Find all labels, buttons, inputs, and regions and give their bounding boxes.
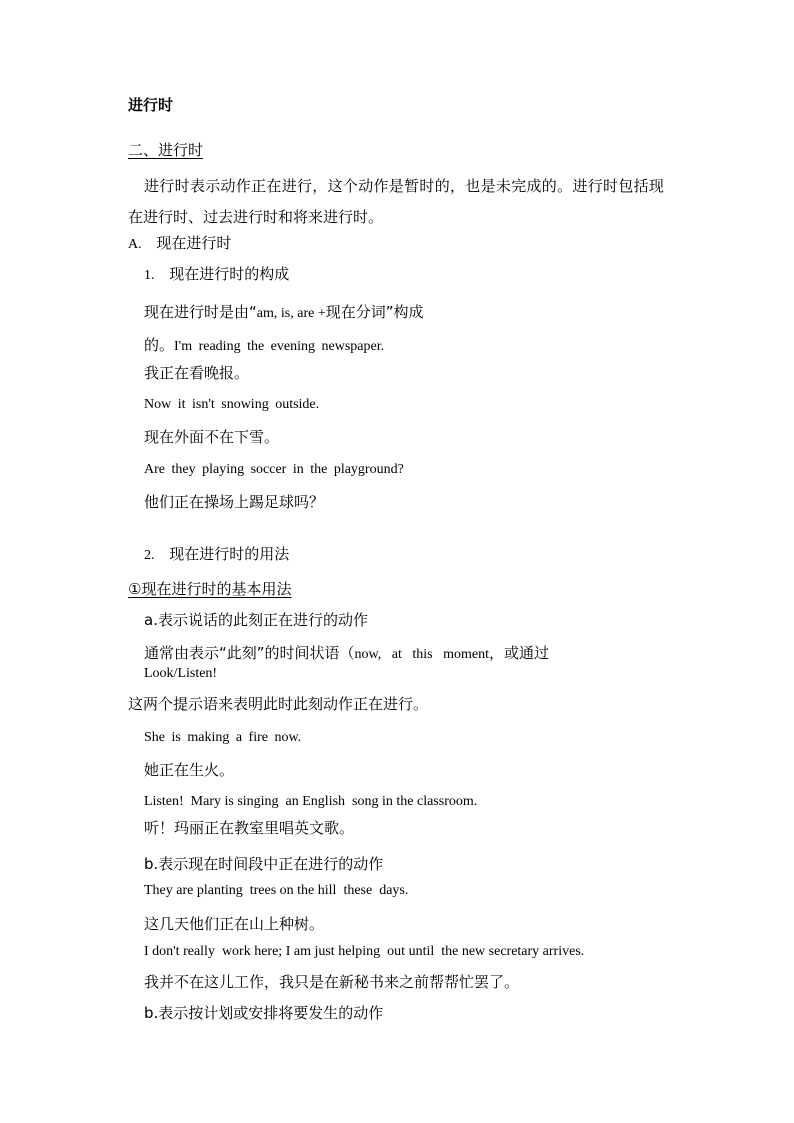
example-1-lead: 的。 [144, 336, 175, 354]
formation-formula-cn: 现在分词 [325, 303, 386, 321]
example-7-english: I don't really work here; I am just helping out until the new secretary arrives. [144, 944, 585, 959]
example-2-english: Now it isn't snowing outside. [144, 397, 320, 412]
example-6-english: They are planting trees on the hill these days. [144, 883, 409, 898]
example-2-chinese: 现在外面不在下雪。 [144, 428, 280, 446]
item-1-number: 1. [144, 268, 155, 283]
part-a-label: 现在进行时 [156, 234, 232, 252]
example-1-english: I'm reading the evening newspaper. [174, 339, 385, 354]
formation-suffix: 构成 [393, 303, 424, 321]
usage-a-description [144, 646, 549, 662]
example-5-english: Listen! Mary is singing an English song in the classroom. [144, 794, 478, 809]
usage-a-desc-prefix: 通常由表示“此刻”的时间状语（ [144, 644, 355, 662]
formation-rule [144, 305, 424, 321]
example-3-chinese: 他们正在操场上踢足球吗？ [144, 493, 325, 511]
part-a-marker: A. [128, 237, 142, 252]
intro-line-2: 在进行时、过去进行时和将来进行时。 [128, 208, 384, 226]
example-5-chinese: 听！玛丽正在教室里唱英文歌。 [144, 819, 355, 837]
item-1-label: 现在进行时的构成 [169, 265, 290, 283]
formation-open-quote: “ [249, 303, 257, 321]
example-1-chinese: 我正在看晚报。 [144, 364, 250, 382]
item-2-heading [144, 547, 289, 563]
example-7-chinese: 我并不在这儿工作，我只是在新秘书来之前帮帮忙罢了。 [144, 973, 520, 991]
example-4-chinese: 她正在生火。 [144, 761, 235, 779]
formation-formula: am, is, are + [256, 306, 326, 321]
formation-prefix: 现在进行时是由 [144, 303, 250, 321]
usage-a-desc-line-2: Look/Listen! [144, 666, 218, 681]
document-title: 进行时 [128, 96, 174, 114]
usage-a-desc-line-3: 这两个提示语来表明此时此刻动作正在进行。 [128, 695, 429, 713]
item-2-label: 现在进行时的用法 [169, 545, 290, 563]
item-2-number: 2. [144, 548, 155, 563]
usage-a-desc-suffix: ，或通过 [488, 644, 549, 662]
section-heading: 二、进行时 [128, 141, 204, 159]
example-4-english: She is making a fire now. [144, 730, 302, 745]
usage-a-heading: a.表示说话的此刻正在进行的动作 [144, 611, 368, 629]
example-6-chinese: 这几天他们正在山上种树。 [144, 915, 325, 933]
item-1-heading [144, 267, 289, 283]
usage-b2-heading: b.表示按计划或安排将要发生的动作 [144, 1004, 384, 1022]
example-1-line [144, 338, 384, 354]
intro-line-1: 进行时表示动作正在进行，这个动作是暂时的，也是未完成的。进行时包括现 [144, 177, 665, 195]
part-a-heading [128, 236, 231, 252]
usage-1-heading: ①现在进行时的基本用法 [128, 580, 292, 598]
formation-close-quote: ” [385, 303, 394, 321]
usage-b-heading: b.表示现在时间段中正在进行的动作 [144, 855, 384, 873]
usage-a-desc-en-words: now, at this moment [354, 647, 489, 662]
example-3-english: Are they playing soccer in the playground? [144, 462, 404, 477]
